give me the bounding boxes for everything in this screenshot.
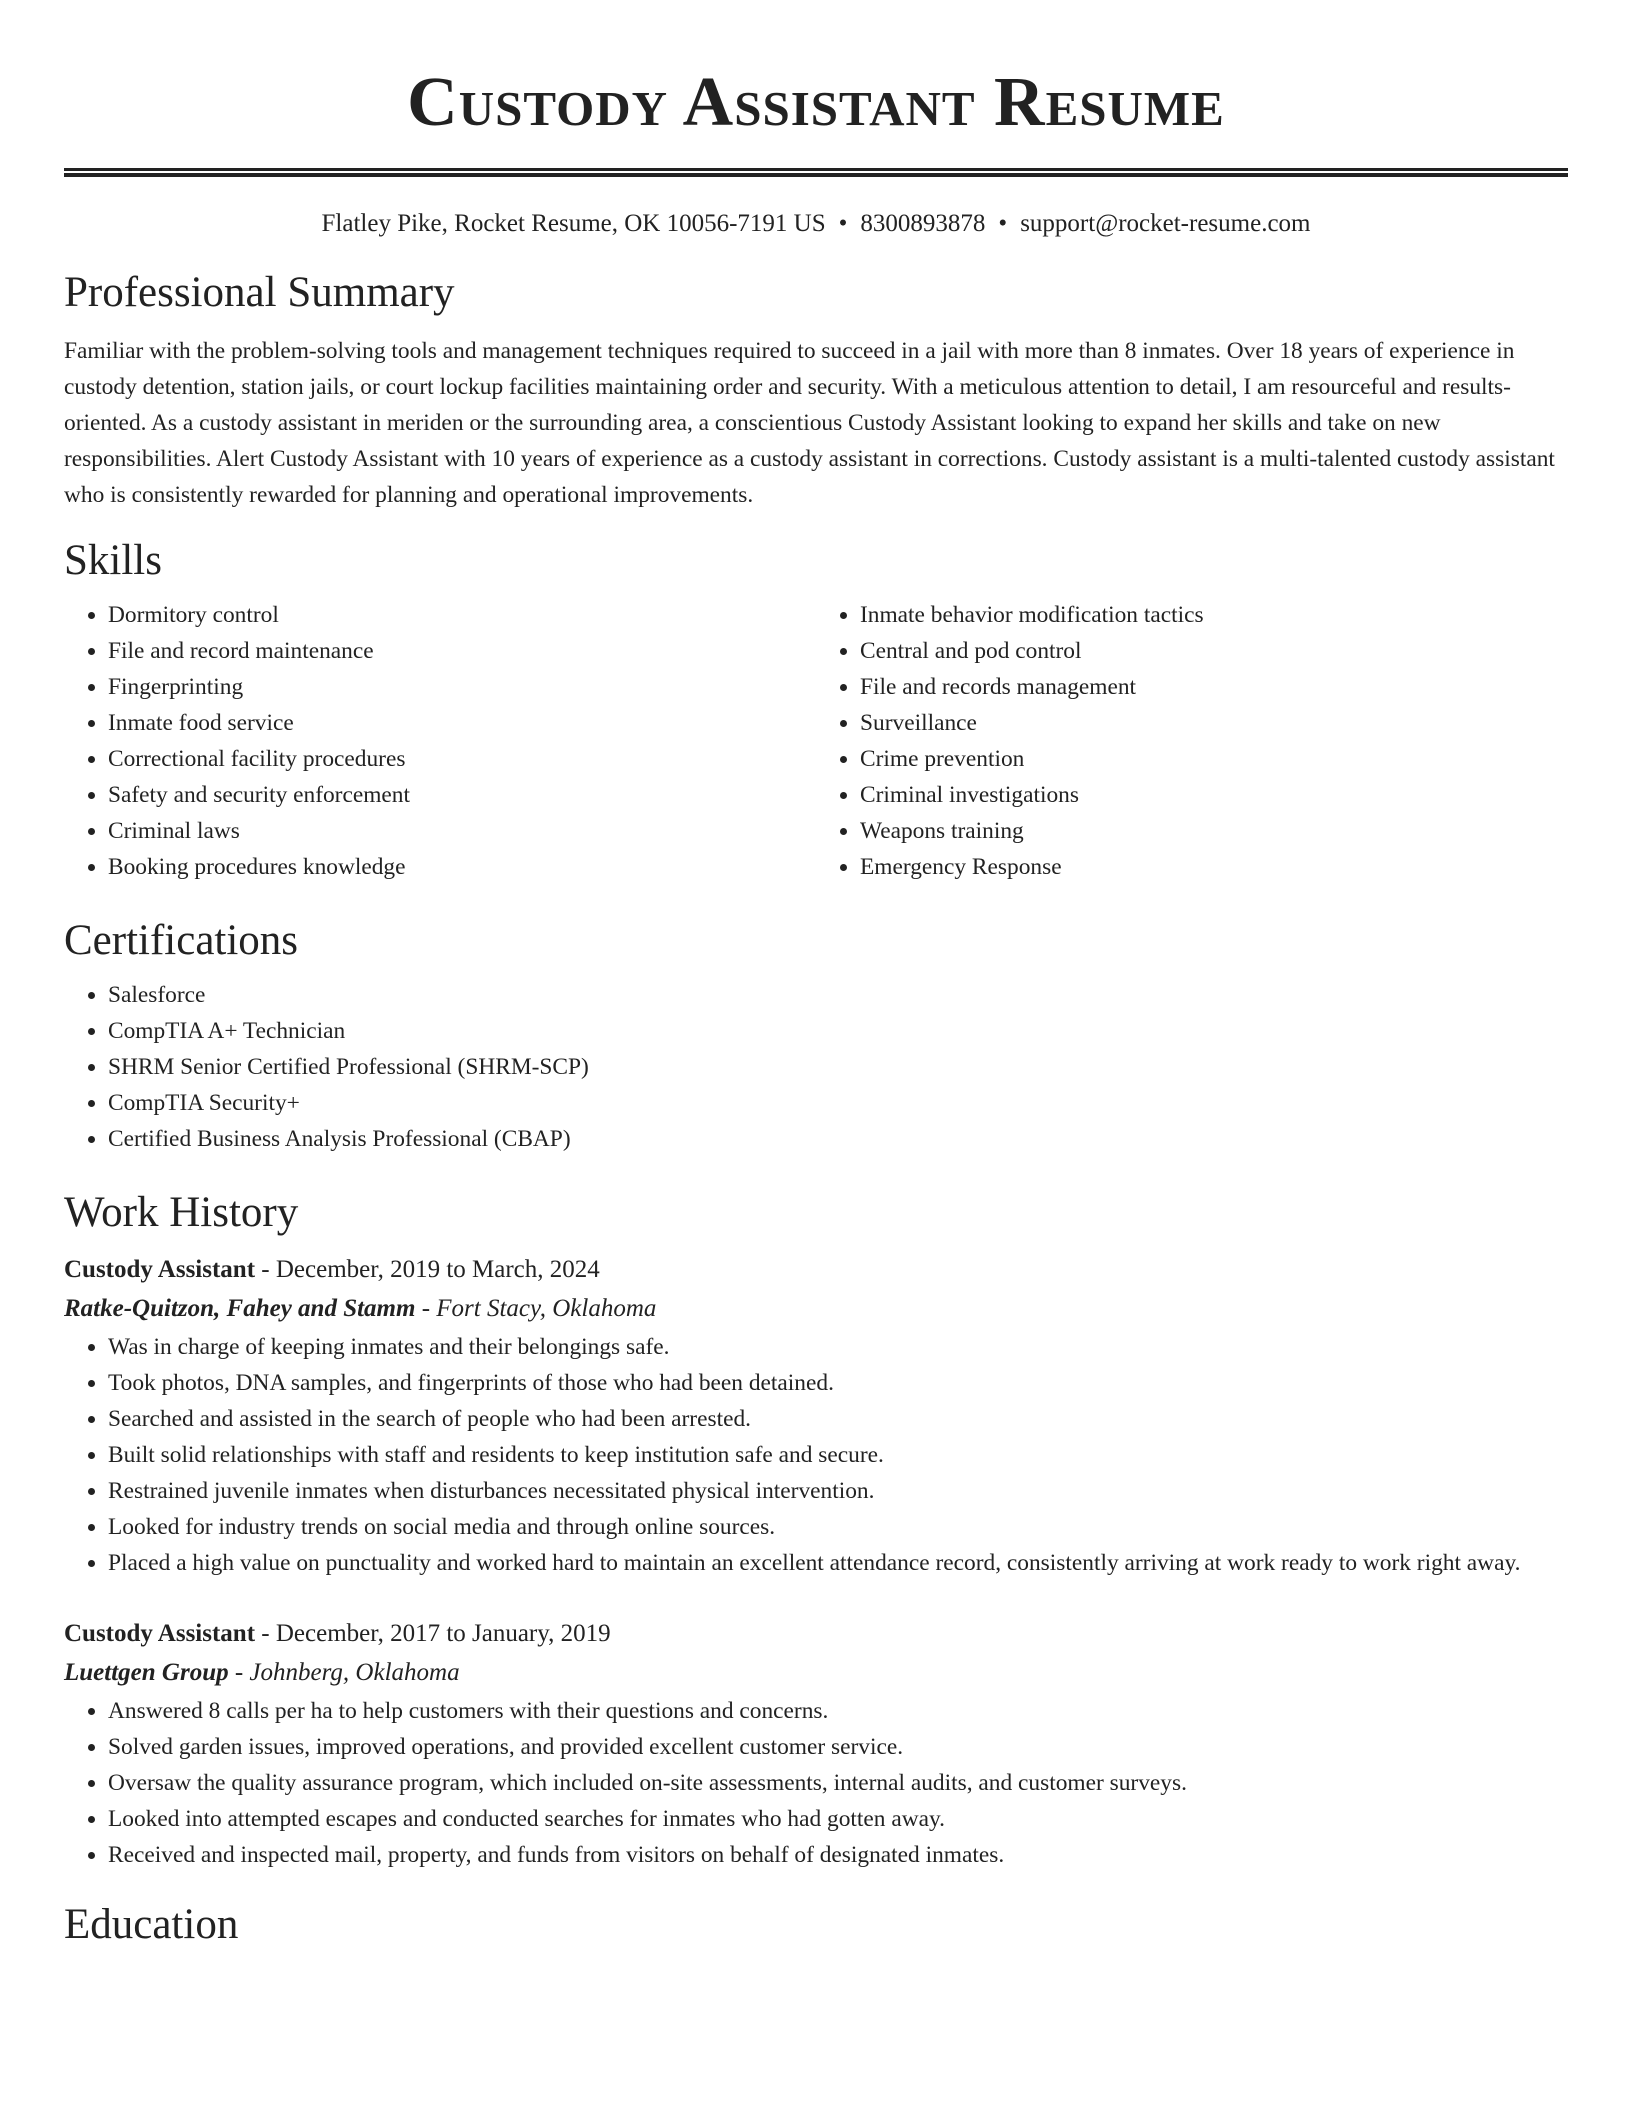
- job-location: - Johnberg, Oklahoma: [228, 1659, 460, 1686]
- job-duty-item: • Placed a high value on punctuality and worked hard to maintain an excellent attendance record, consistently arriving at work ready to work right away.: [108, 1545, 1568, 1581]
- skills-right-list: [816, 597, 1568, 885]
- skill-item: • Safety and security enforcement: [108, 777, 816, 813]
- skill-item: • Surveillance: [860, 705, 1568, 741]
- skill-item: • Booking procedures knowledge: [108, 849, 816, 885]
- skills-columns: [64, 597, 1568, 885]
- skill-item: • Dormitory control: [108, 597, 816, 633]
- summary-section: [64, 265, 1568, 513]
- job-dates: - December, 2017 to January, 2019: [255, 1620, 611, 1647]
- job-duty-item: • Oversaw the quality assurance program, which included on-site assessments, internal audits, and customer surveys.: [108, 1765, 1568, 1801]
- certifications-section: [64, 913, 1568, 1157]
- skill-item: • Emergency Response: [860, 849, 1568, 885]
- skill-item: • File and record maintenance: [108, 633, 816, 669]
- skill-item: • Inmate food service: [108, 705, 816, 741]
- job-company: Ratke-Quitzon, Fahey and Stamm: [64, 1295, 416, 1322]
- skills-right-column: [816, 597, 1568, 885]
- skills-left-list: [64, 597, 816, 885]
- summary-text: Familiar with the problem-solving tools and management techniques required to succeed in a jail with more than 8 inmates. Over 18 years of experience in custody detention, station jails, or court lockup facilities maintaining order and security. With a meticulous attention to detail, I am resourceful and results-oriented. As a custody assistant in meriden or the surrounding area, a conscientious Custody Assistant looking to expand her skills and take on new responsibilities. Alert Custody Assistant with 10 years of experience as a custody assistant in corrections. Custody assistant is a multi-talented custody assistant who is consistently rewarded for planning and operational improvements.: [64, 338, 1555, 508]
- contact-separator: •: [838, 210, 848, 237]
- title-divider: [64, 168, 1568, 177]
- skill-item: • Central and pod control: [860, 633, 1568, 669]
- job-duty-item: • Looked into attempted escapes and conducted searches for inmates who had gotten away.: [108, 1801, 1568, 1837]
- job-duties-list: [64, 1693, 1568, 1873]
- job-duty-item: • Built solid relationships with staff and residents to keep institution safe and secure.: [108, 1437, 1568, 1473]
- certification-item: • CompTIA A+ Technician: [108, 1013, 1568, 1049]
- education-section: [64, 1897, 1568, 1953]
- contact-address: Flatley Pike, Rocket Resume, OK 10056-7191 US: [321, 210, 826, 237]
- job-duty-item: • Answered 8 calls per ha to help customers with their questions and concerns.: [108, 1693, 1568, 1729]
- skill-item: • Correctional facility procedures: [108, 741, 816, 777]
- summary-heading: Professional Summary: [64, 269, 455, 316]
- job-title-line: [64, 1615, 1568, 1653]
- job-title: Custody Assistant: [64, 1620, 256, 1647]
- job-company-line: [64, 1289, 1568, 1329]
- work-history-heading: Work History: [64, 1189, 299, 1236]
- certification-item: • Certified Business Analysis Professional (CBAP): [108, 1121, 1568, 1157]
- skill-item: • Inmate behavior modification tactics: [860, 597, 1568, 633]
- job-company-line: [64, 1653, 1568, 1693]
- contact-email[interactable]: support@rocket-resume.com: [1020, 210, 1311, 237]
- skill-item: • Criminal laws: [108, 813, 816, 849]
- job-duty-item: • Received and inspected mail, property, and funds from visitors on behalf of designated inmates.: [108, 1837, 1568, 1873]
- skill-item: • Criminal investigations: [860, 777, 1568, 813]
- education-heading: Education: [64, 1901, 239, 1948]
- job-entry: [64, 1615, 1568, 1873]
- skills-heading: Skills: [64, 537, 162, 584]
- skill-item: • Crime prevention: [860, 741, 1568, 777]
- skills-section: [64, 533, 1568, 885]
- certifications-list: [64, 977, 1568, 1157]
- job-title-line: [64, 1251, 1568, 1289]
- certification-item: • SHRM Senior Certified Professional (SHRM-SCP): [108, 1049, 1568, 1085]
- certification-item: • CompTIA Security+: [108, 1085, 1568, 1121]
- job-duty-item: • Solved garden issues, improved operations, and provided excellent customer service.: [108, 1729, 1568, 1765]
- job-title: Custody Assistant: [64, 1256, 256, 1283]
- contact-line: [64, 207, 1568, 241]
- work-history-section: [64, 1185, 1568, 1873]
- certifications-heading: Certifications: [64, 917, 299, 964]
- job-dates: - December, 2019 to March, 2024: [255, 1256, 600, 1283]
- job-company: Luettgen Group: [64, 1659, 229, 1686]
- certification-item: • Salesforce: [108, 977, 1568, 1013]
- job-duty-item: • Searched and assisted in the search of people who had been arrested.: [108, 1401, 1568, 1437]
- job-entry: [64, 1251, 1568, 1581]
- skill-item: • Fingerprinting: [108, 669, 816, 705]
- resume-title: Custody Assistant Resume: [407, 64, 1225, 141]
- job-duty-item: • Restrained juvenile inmates when disturbances necessitated physical intervention.: [108, 1473, 1568, 1509]
- job-duty-item: • Looked for industry trends on social media and through online sources.: [108, 1509, 1568, 1545]
- skill-item: • Weapons training: [860, 813, 1568, 849]
- contact-separator: •: [998, 210, 1008, 237]
- contact-phone: 8300893878: [860, 210, 986, 237]
- job-duty-item: • Was in charge of keeping inmates and their belongings safe.: [108, 1329, 1568, 1365]
- job-location: - Fort Stacy, Oklahoma: [415, 1295, 657, 1322]
- skill-item: • File and records management: [860, 669, 1568, 705]
- skills-left-column: [64, 597, 816, 885]
- job-duties-list: [64, 1329, 1568, 1581]
- job-duty-item: • Took photos, DNA samples, and fingerprints of those who had been detained.: [108, 1365, 1568, 1401]
